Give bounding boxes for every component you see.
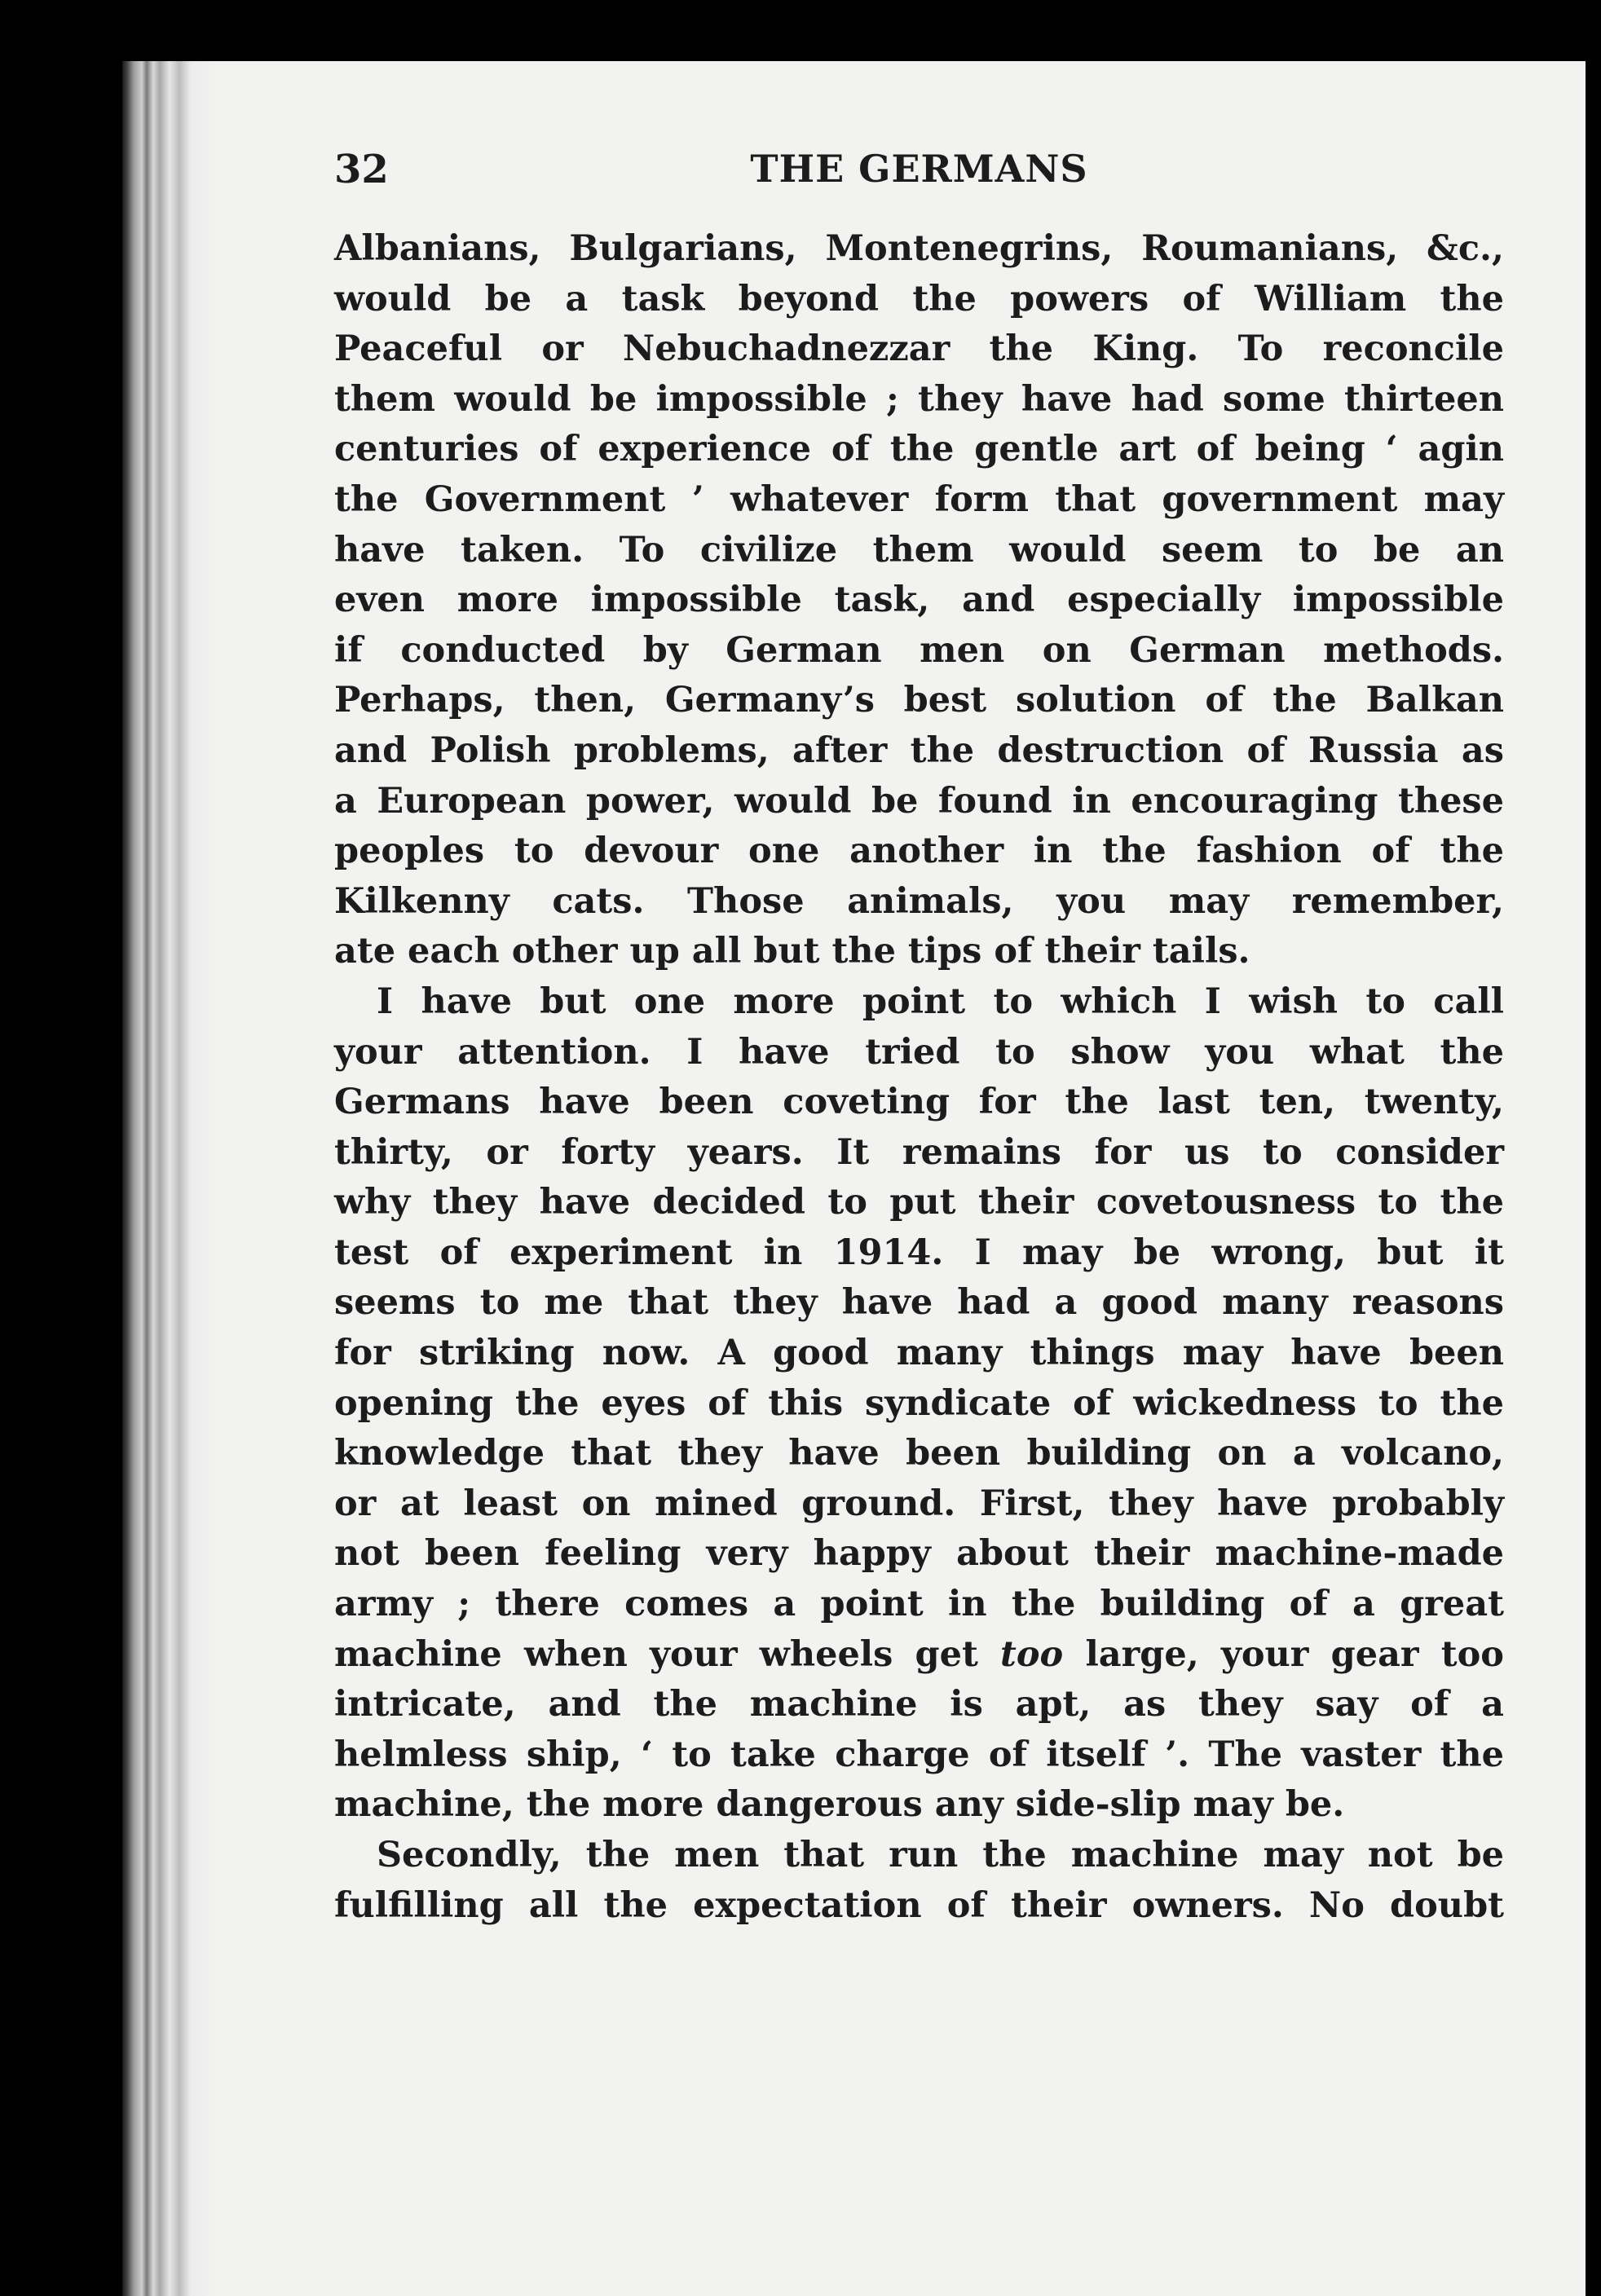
text-line: ate each other up all but the tips of their tails.: [334, 931, 1250, 972]
binding-gutter: [122, 61, 220, 2296]
text-line: or at least on mined ground. First, they have probably: [334, 1483, 1504, 1524]
text-line: fulfilling all the expectation of their owners. No doubt: [334, 1884, 1504, 1926]
text-segment: machine when your wheels get: [334, 1633, 978, 1675]
text-line: and Polish problems, after the destruction of Russia as: [334, 729, 1504, 771]
text-line: would be a task beyond the powers of William the: [334, 278, 1504, 320]
text-line: army ; there comes a point in the building of a great: [334, 1584, 1504, 1625]
page-header: [334, 147, 1504, 212]
text-line: knowledge that they have been building on a volcano,: [334, 1433, 1504, 1474]
text-line: for striking now. A good many things may have been: [334, 1333, 1504, 1374]
text-line: helmless ship, ‘ to take charge of itself ’. The vaster the: [334, 1734, 1504, 1775]
text-line: the Government ’ whatever form that government may: [334, 478, 1504, 520]
text-line: your attention. I have tried to show you what the: [334, 1031, 1504, 1073]
text-line: peoples to devour one another in the fashion of the: [334, 831, 1504, 872]
text-line: Perhaps, then, Germany’s best solution of the Balkan: [334, 680, 1504, 721]
text-line: opening the eyes of this syndicate of wickedness to the: [334, 1382, 1504, 1424]
italic-word: too: [1000, 1633, 1064, 1675]
text-line: Kilkenny cats. Those animals, you may remember,: [334, 880, 1504, 922]
text-line: centuries of experience of the gentle art of being ‘ agin: [334, 429, 1504, 470]
text-line: not been feeling very happy about their machine-made: [334, 1533, 1504, 1575]
text-line-with-italic: [334, 1630, 1504, 1681]
text-line: test of experiment in 1914. I may be wrong, but it: [334, 1232, 1504, 1273]
body-text: [334, 224, 1504, 1931]
text-line: even more impossible task, and especially impossible: [334, 580, 1504, 621]
paragraph-start-line: I have but one more point to which I wish to call: [377, 981, 1504, 1022]
text-line: if conducted by German men on German methods.: [334, 629, 1504, 671]
text-line: seems to me that they have had a good many reasons: [334, 1282, 1504, 1324]
text-line: why they have decided to put their covetousness to the: [334, 1182, 1504, 1223]
text-line: have taken. To civilize them would seem to be an: [334, 529, 1504, 571]
text-line: Albanians, Bulgarians, Montenegrins, Roumanians, &c.,: [334, 228, 1504, 269]
running-head: THE GERMANS: [750, 147, 1088, 191]
text-line: thirty, or forty years. It remains for us to consider: [334, 1131, 1504, 1173]
paragraph-start-line: Secondly, the men that run the machine may not be: [377, 1835, 1504, 1875]
text-line: a European power, would be found in encouraging these: [334, 780, 1504, 822]
text-line: intricate, and the machine is apt, as they say of a: [334, 1684, 1504, 1725]
text-line: them would be impossible ; they have had some thirteen: [334, 378, 1504, 420]
text-segment: large, your gear too: [1085, 1633, 1504, 1675]
page-number: 32: [334, 147, 389, 192]
text-line: Peaceful or Nebuchadnezzar the King. To reconcile: [334, 328, 1504, 370]
text-line: machine, the more dangerous any side-slip may be.: [334, 1784, 1345, 1826]
text-line: Germans have been coveting for the last ten, twenty,: [334, 1082, 1504, 1123]
